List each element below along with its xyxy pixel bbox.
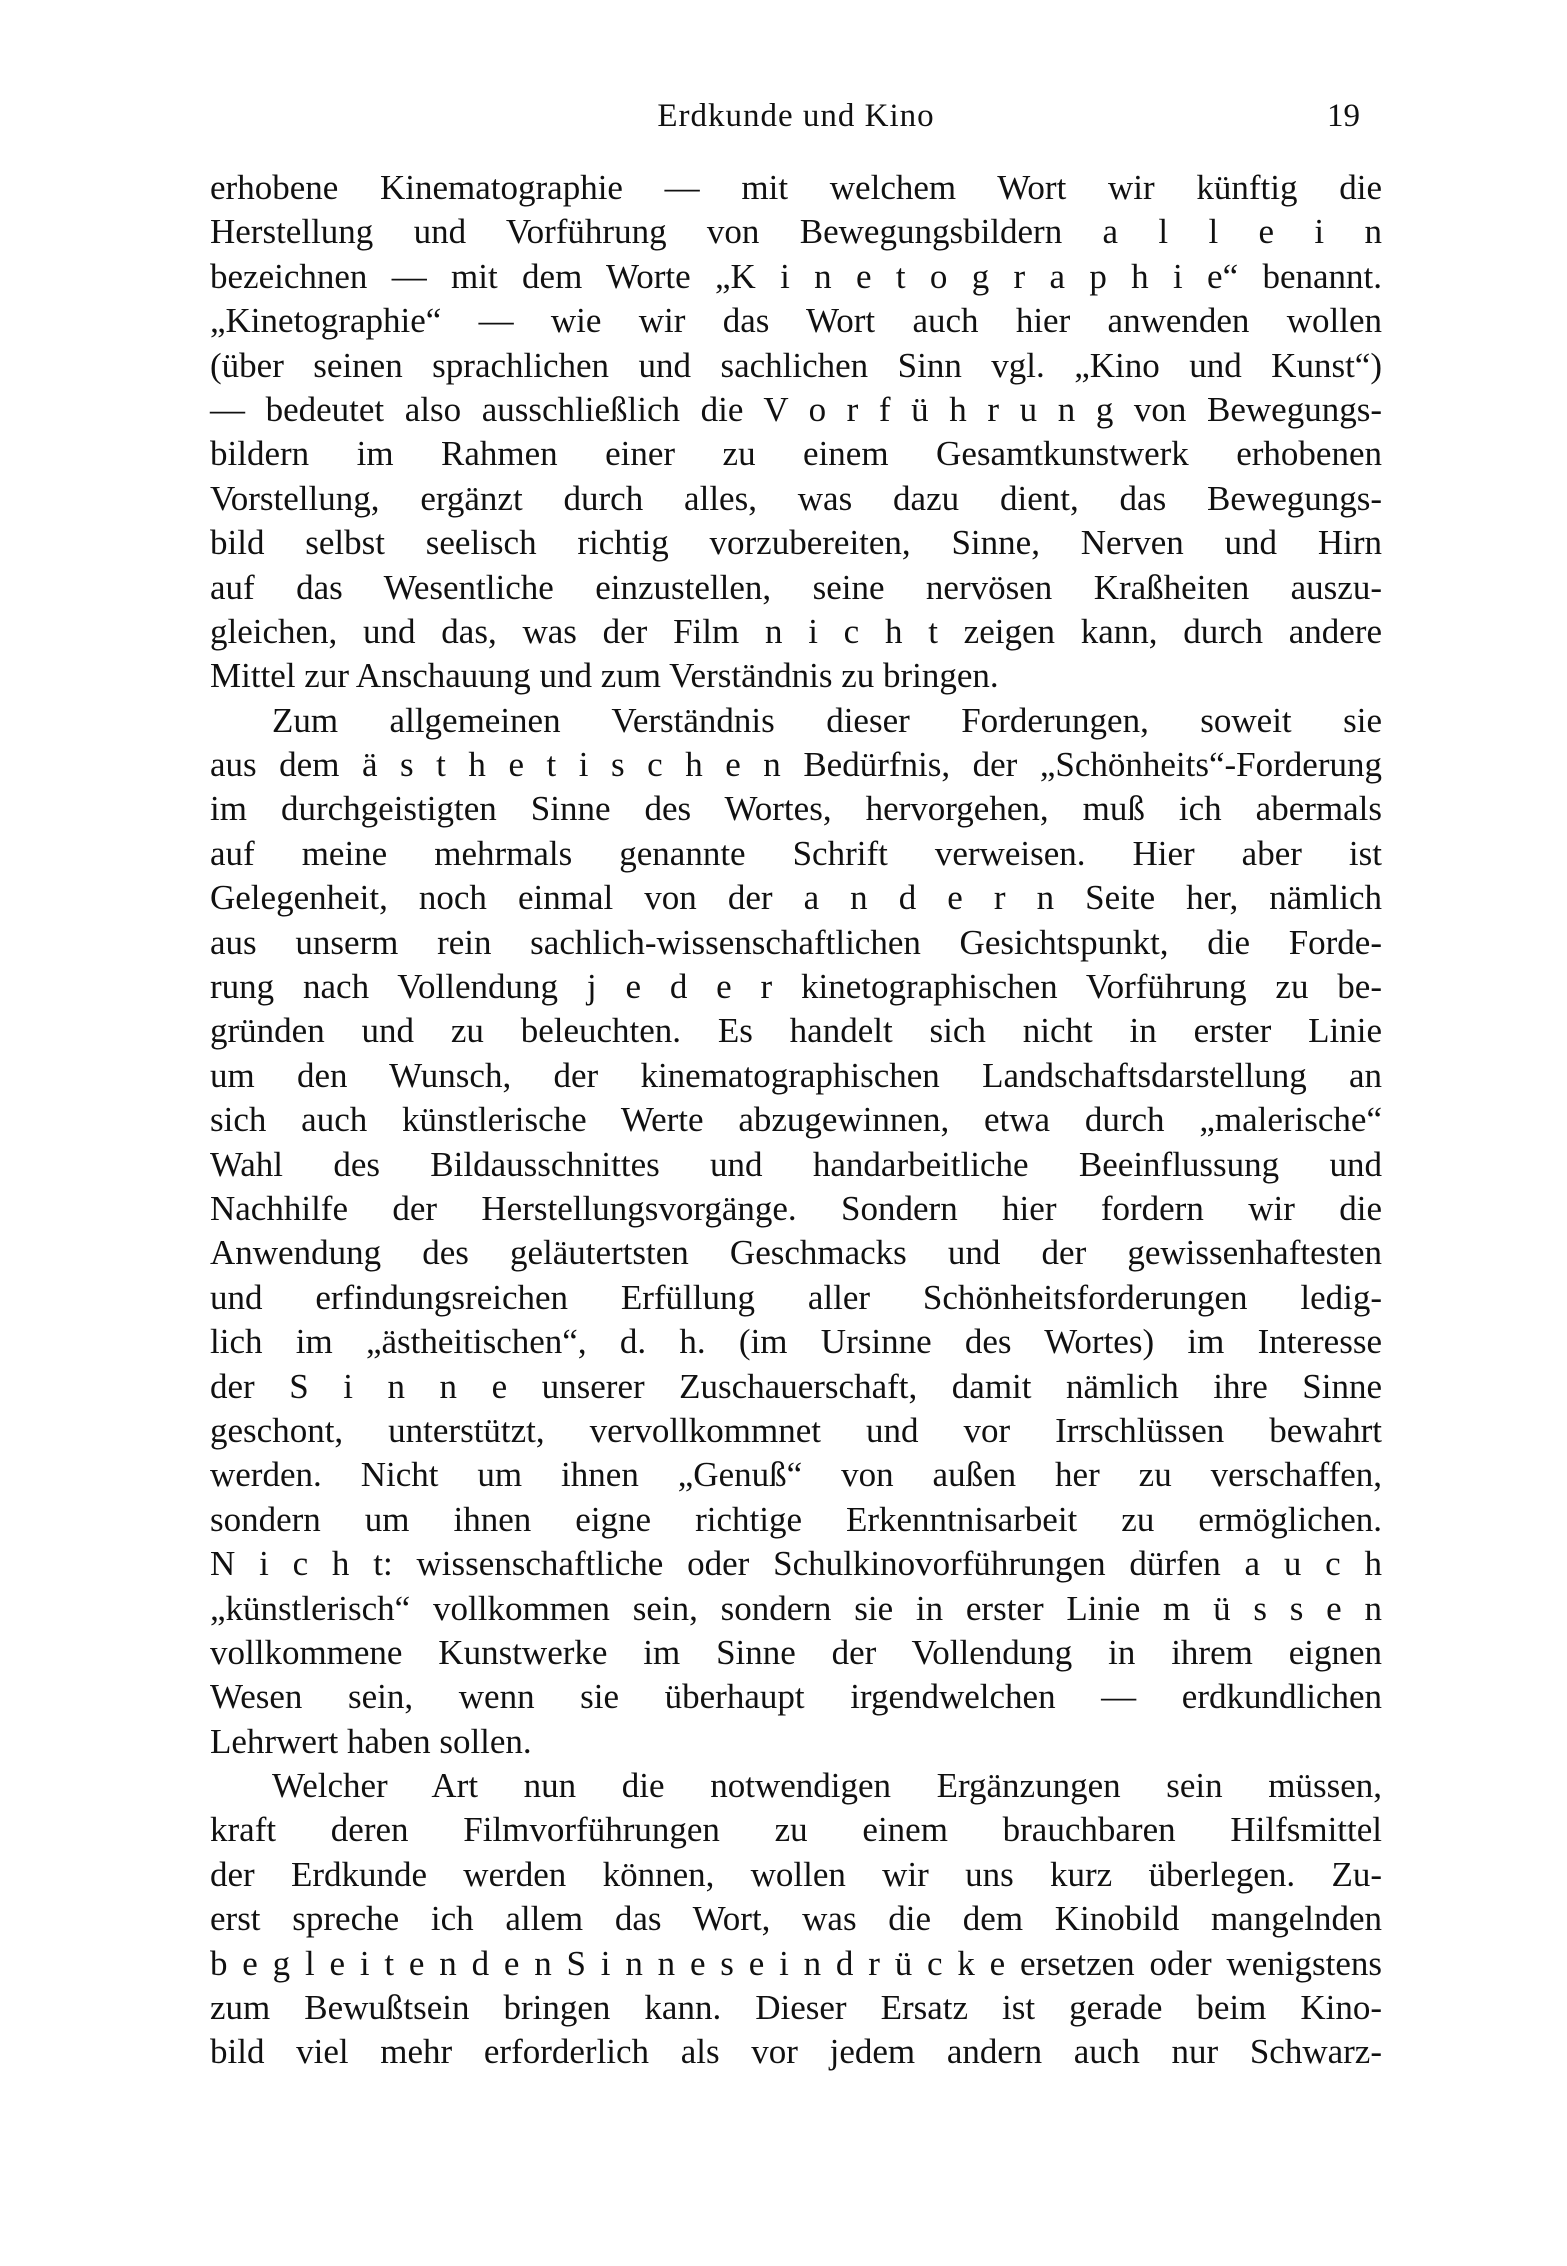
text-line: auf das Wesentliche einzustellen, seine nervösen Kraßheiten auszu- xyxy=(210,567,1382,607)
text-line: Anwendung des geläutertsten Geschmacks und der gewissenhaftesten xyxy=(210,1233,1382,1273)
text-line: Gelegenheit, noch einmal von der a n d e r n Seite her, nämlich xyxy=(210,878,1382,918)
text-line: „Kinetographie“ — wie wir das Wort auch hier anwenden wollen xyxy=(210,301,1382,341)
text-line: im durchgeistigten Sinne des Wortes, hervorgehen, muß ich abermals xyxy=(210,789,1382,829)
text-line: rung nach Vollendung j e d e r kinetographischen Vorführung zu be- xyxy=(210,967,1382,1007)
text-line: Herstellung und Vorführung von Bewegungsbildern a l l e i n xyxy=(210,212,1382,252)
page-number: 19 xyxy=(1327,98,1360,134)
running-title: Erdkunde und Kino xyxy=(657,98,935,134)
text-line: vollkommene Kunstwerke im Sinne der Vollendung in ihrem eignen xyxy=(210,1632,1382,1672)
text-line: erst spreche ich allem das Wort, was die dem Kinobild mangelnden xyxy=(210,1899,1382,1939)
text-line: Mittel zur Anschauung und zum Verständnis zu bringen. xyxy=(210,656,999,696)
text-line: bildern im Rahmen einer zu einem Gesamtkunstwerk erhobenen xyxy=(210,434,1382,474)
text-line: der Erdkunde werden können, wollen wir uns kurz überlegen. Zu- xyxy=(210,1854,1382,1894)
text-line: werden. Nicht um ihnen „Genuß“ von außen her zu verschaffen, xyxy=(210,1455,1382,1495)
text-line: geschont, unterstützt, vervollkommnet und vor Irrschlüssen bewahrt xyxy=(210,1410,1382,1450)
text-line: Welcher Art nun die notwendigen Ergänzungen sein müssen, xyxy=(272,1766,1382,1806)
text-line: b e g l e i t e n d e n S i n n e s e i n d r ü c k e ersetzen oder wenigstens xyxy=(210,1943,1382,1983)
text-line: — bedeutet also ausschließlich die V o r f ü h r u n g von Bewegungs- xyxy=(210,389,1382,429)
text-line: Lehrwert haben sollen. xyxy=(210,1721,532,1761)
page-header xyxy=(210,98,1382,142)
text-line: gleichen, und das, was der Film n i c h t zeigen kann, durch andere xyxy=(210,611,1382,651)
text-line: aus dem ä s t h e t i s c h e n Bedürfnis, der „Schönheits“-Forderung xyxy=(210,745,1382,785)
text-line: und erfindungsreichen Erfüllung aller Schönheitsforderungen ledig- xyxy=(210,1277,1382,1317)
text-line: sondern um ihnen eigne richtige Erkenntnisarbeit zu ermöglichen. xyxy=(210,1499,1382,1539)
text-line: bezeichnen — mit dem Worte „K i n e t o g r a p h i e“ benannt. xyxy=(210,256,1382,296)
text-line: Wesen sein, wenn sie überhaupt irgendwelchen — erdkundlichen xyxy=(210,1677,1382,1717)
text-line: Wahl des Bildausschnittes und handarbeitliche Beeinflussung und xyxy=(210,1144,1382,1184)
text-line: Zum allgemeinen Verständnis dieser Forderungen, soweit sie xyxy=(272,700,1382,740)
text-line: sich auch künstlerische Werte abzugewinnen, etwa durch „malerische“ xyxy=(210,1100,1382,1140)
text-line: kraft deren Filmvorführungen zu einem brauchbaren Hilfsmittel xyxy=(210,1810,1382,1850)
text-line: Nachhilfe der Herstellungsvorgänge. Sondern hier fordern wir die xyxy=(210,1188,1382,1228)
text-line: aus unserm rein sachlich-wissenschaftlichen Gesichtspunkt, die Forde- xyxy=(210,922,1382,962)
text-line: auf meine mehrmals genannte Schrift verweisen. Hier aber ist xyxy=(210,833,1382,873)
text-line: bild selbst seelisch richtig vorzubereiten, Sinne, Nerven und Hirn xyxy=(210,523,1382,563)
text-line: erhobene Kinematographie — mit welchem Wort wir künftig die xyxy=(210,168,1382,207)
text-line: lich im „ästheitischen“, d. h. (im Ursinne des Wortes) im Interesse xyxy=(210,1322,1382,1362)
text-line: bild viel mehr erforderlich als vor jedem andern auch nur Schwarz- xyxy=(210,2032,1382,2072)
text-line: gründen und zu beleuchten. Es handelt sich nicht in erster Linie xyxy=(210,1011,1382,1051)
text-line: der S i n n e unserer Zuschauerschaft, damit nämlich ihre Sinne xyxy=(210,1366,1382,1406)
text-line: zum Bewußtsein bringen kann. Dieser Ersatz ist gerade beim Kino- xyxy=(210,1988,1382,2028)
text-line: Vorstellung, ergänzt durch alles, was dazu dient, das Bewegungs- xyxy=(210,478,1382,518)
text-line: um den Wunsch, der kinematographischen Landschaftsdarstellung an xyxy=(210,1055,1382,1095)
text-line: N i c h t: wissenschaftliche oder Schulkinovorführungen dürfen a u c h xyxy=(210,1544,1382,1584)
page-body-text xyxy=(210,166,1382,2075)
text-line: „künstlerisch“ vollkommen sein, sondern sie in erster Linie m ü s s e n xyxy=(210,1588,1382,1628)
text-line: (über seinen sprachlichen und sachlichen Sinn vgl. „Kino und Kunst“) xyxy=(210,345,1382,385)
